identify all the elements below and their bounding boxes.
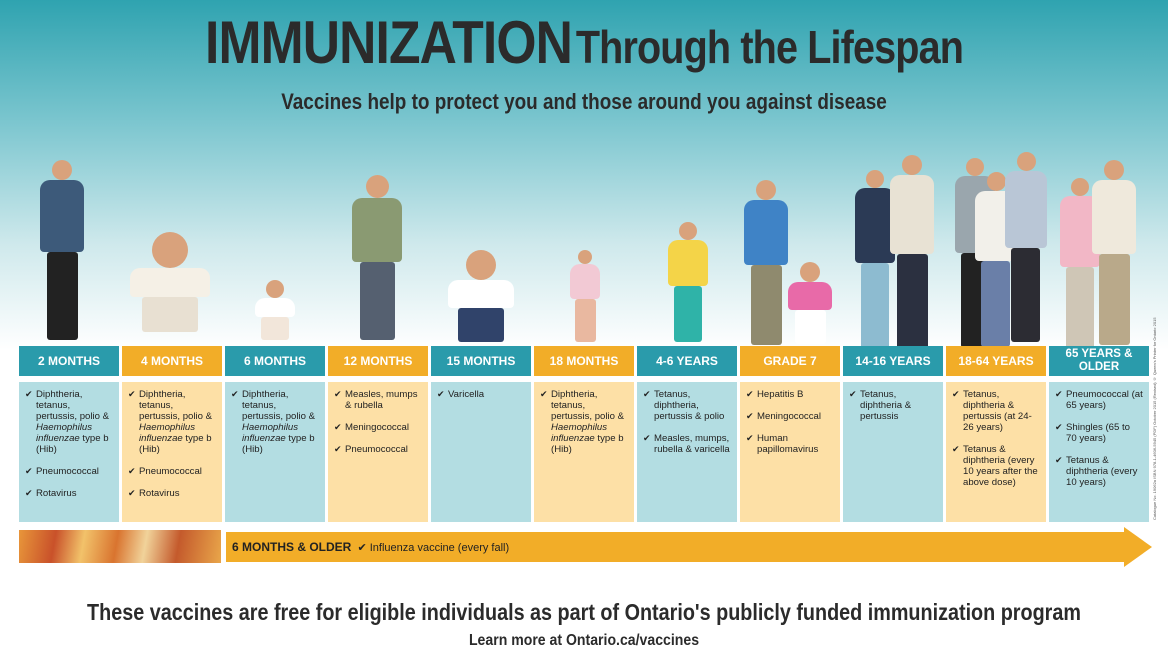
person-head xyxy=(366,175,389,198)
vaccine-name: Tetanus & diphtheria (every 10 years after the above dose) xyxy=(963,444,1038,488)
stage-header: 18-64 YEARS xyxy=(946,346,1046,376)
stage-column xyxy=(534,346,634,522)
check-icon: ✔ xyxy=(643,433,651,443)
check-icon: ✔ xyxy=(354,542,367,554)
check-icon: ✔ xyxy=(540,389,548,399)
person-legs xyxy=(1099,254,1130,345)
person-legs xyxy=(142,297,198,332)
person-head xyxy=(800,262,820,282)
person-head xyxy=(679,222,697,240)
vaccine-list xyxy=(19,382,119,522)
vaccine-item xyxy=(334,444,422,455)
vaccine-list xyxy=(431,382,531,522)
vaccine-name: Pneumococcal xyxy=(139,466,202,477)
person-body xyxy=(570,264,600,299)
check-icon: ✔ xyxy=(1055,389,1063,399)
vaccine-item xyxy=(1055,422,1143,444)
person-body xyxy=(448,280,514,308)
vaccine-name: Pneumococcal xyxy=(345,444,408,455)
check-icon: ✔ xyxy=(334,444,342,454)
vaccine-list xyxy=(843,382,943,522)
check-icon: ✔ xyxy=(437,389,445,399)
vaccine-name: Rotavirus xyxy=(36,488,77,499)
person-head xyxy=(466,250,496,280)
stage-columns xyxy=(19,346,1145,526)
vaccine-item xyxy=(643,389,731,422)
vaccine-list xyxy=(946,382,1046,522)
stage-column xyxy=(225,346,325,522)
vaccine-item xyxy=(334,422,422,433)
stage-header: 15 MONTHS xyxy=(431,346,531,376)
stage-column xyxy=(637,346,737,522)
vaccine-item xyxy=(25,466,113,477)
vaccine-list xyxy=(1049,382,1149,522)
vaccine-list xyxy=(122,382,222,522)
stage-column xyxy=(328,346,428,522)
vaccine-item xyxy=(437,389,525,400)
person-figure xyxy=(744,180,788,345)
check-icon: ✔ xyxy=(128,466,136,476)
vaccine-name: Diphtheria, tetanus, pertussis, polio & Haemophilus influenzae type b (Hib) xyxy=(139,389,213,455)
title-immunization: IMMUNIZATION xyxy=(204,9,573,76)
vaccine-item xyxy=(128,389,216,455)
vaccine-name: Tetanus, diphtheria & pertussis (at 24-26 years) xyxy=(963,389,1032,433)
vaccine-item xyxy=(25,488,113,499)
check-icon: ✔ xyxy=(746,433,754,443)
vaccine-name: Diphtheria, tetanus, pertussis, polio & Haemophilus influenzae type b (Hib) xyxy=(242,389,316,455)
person-figure xyxy=(855,170,895,355)
stage-column xyxy=(740,346,840,522)
vaccine-name: Pneumococcal (at 65 years) xyxy=(1066,389,1143,411)
person-head xyxy=(756,180,776,200)
person-body xyxy=(352,198,402,262)
person-body xyxy=(130,268,210,297)
person-legs xyxy=(575,299,596,342)
person-legs xyxy=(897,254,928,350)
person-figure xyxy=(668,222,708,342)
vaccine-name: Tetanus, diphtheria & pertussis xyxy=(860,389,912,422)
person-head xyxy=(578,250,592,264)
person-figure xyxy=(255,280,295,340)
person-head xyxy=(52,160,72,180)
stage-header: 6 MONTHS xyxy=(225,346,325,376)
influenza-text: Influenza vaccine (every fall) xyxy=(369,542,510,554)
stage-column xyxy=(1049,346,1149,522)
catalog-text: Catalogue No. 19062a ISBN 978-1-4606-5945 (PDF) October 2015 (Revised) © Queen's Printer for Ontario 2015 xyxy=(1152,317,1157,520)
person-body xyxy=(255,298,295,317)
vaccine-item xyxy=(849,389,937,422)
vaccine-name: Diphtheria, tetanus, pertussis, polio & Haemophilus influenzae type b (Hib) xyxy=(36,389,110,455)
check-icon: ✔ xyxy=(231,389,239,399)
check-icon: ✔ xyxy=(128,389,136,399)
arrowhead-icon xyxy=(1124,527,1152,567)
vaccine-list xyxy=(328,382,428,522)
stage-column xyxy=(843,346,943,522)
vaccine-item xyxy=(746,411,834,422)
check-icon: ✔ xyxy=(25,389,33,399)
vaccine-name: Meningococcal xyxy=(345,422,409,433)
person-figure xyxy=(1092,160,1136,345)
person-head xyxy=(1071,178,1089,196)
vaccine-list xyxy=(225,382,325,522)
vaccine-name: Tetanus, diphtheria, pertussis & polio xyxy=(654,389,725,422)
person-body xyxy=(788,282,832,310)
stage-header: 65 YEARS & OLDER xyxy=(1049,346,1149,376)
footer-statement: These vaccines are free for eligible individuals as part of Ontario's publicly funded immunization program xyxy=(87,599,1081,625)
person-head xyxy=(152,232,188,268)
person-legs xyxy=(47,252,78,340)
vaccine-name: Shingles (65 to 70 years) xyxy=(1066,422,1130,444)
person-legs xyxy=(1066,267,1094,353)
person-figure xyxy=(890,155,934,350)
check-icon: ✔ xyxy=(849,389,857,399)
person-figure xyxy=(788,262,832,344)
check-icon: ✔ xyxy=(1055,422,1063,432)
person-body xyxy=(668,240,708,286)
vaccine-name: Rotavirus xyxy=(139,488,180,499)
person-figure xyxy=(1005,152,1047,342)
stage-column xyxy=(19,346,119,522)
stage-header: GRADE 7 xyxy=(740,346,840,376)
vaccine-name: Measles, mumps, rubella & varicella xyxy=(654,433,730,455)
stage-header: 14-16 YEARS xyxy=(843,346,943,376)
vaccine-name: Tetanus & diphtheria (every 10 years) xyxy=(1066,455,1138,488)
person-legs xyxy=(458,308,504,342)
stage-header: 2 MONTHS xyxy=(19,346,119,376)
person-figure xyxy=(130,232,210,332)
stage-header: 4-6 YEARS xyxy=(637,346,737,376)
vaccine-item xyxy=(643,433,731,455)
check-icon: ✔ xyxy=(1055,455,1063,465)
person-head xyxy=(902,155,922,175)
stage-header: 18 MONTHS xyxy=(534,346,634,376)
person-body xyxy=(1005,171,1047,248)
vaccine-name: Diphtheria, tetanus, pertussis, polio & Haemophilus influenzae type b (Hib) xyxy=(551,389,625,455)
vaccine-name: Human papillomavirus xyxy=(757,433,819,455)
person-figure xyxy=(570,250,600,342)
check-icon: ✔ xyxy=(25,466,33,476)
check-icon: ✔ xyxy=(334,422,342,432)
stage-column xyxy=(122,346,222,522)
vaccine-name: Meningococcal xyxy=(757,411,821,422)
page-subtitle: Vaccines help to protect you and those around you against disease xyxy=(281,89,887,114)
vaccine-item xyxy=(952,444,1040,488)
vaccine-item xyxy=(25,389,113,455)
vaccine-name: Measles, mumps & rubella xyxy=(345,389,418,411)
check-icon: ✔ xyxy=(746,389,754,399)
person-head xyxy=(1017,152,1036,171)
vaccine-item xyxy=(334,389,422,411)
person-head xyxy=(1104,160,1124,180)
stage-header: 4 MONTHS xyxy=(122,346,222,376)
autumn-leaves-image xyxy=(19,530,221,563)
influenza-row xyxy=(232,540,509,554)
check-icon: ✔ xyxy=(128,488,136,498)
person-head xyxy=(987,172,1006,191)
influenza-label: 6 MONTHS & OLDER xyxy=(232,540,352,554)
person-body xyxy=(1092,180,1136,254)
vaccine-name: Hepatitis B xyxy=(757,389,804,400)
person-legs xyxy=(261,317,289,340)
vaccine-name: Varicella xyxy=(448,389,485,400)
vaccine-item xyxy=(952,389,1040,433)
vaccine-item xyxy=(231,389,319,455)
footer-link-text: Learn more at Ontario.ca/vaccines xyxy=(468,632,700,649)
person-legs xyxy=(795,310,826,344)
vaccine-item xyxy=(1055,455,1143,488)
vaccine-list xyxy=(740,382,840,522)
stage-header: 12 MONTHS xyxy=(328,346,428,376)
vaccine-name: Pneumococcal xyxy=(36,466,99,477)
vaccine-item xyxy=(1055,389,1143,411)
check-icon: ✔ xyxy=(952,389,960,399)
vaccine-item xyxy=(540,389,628,455)
person-legs xyxy=(674,286,702,342)
vaccine-item xyxy=(128,466,216,477)
person-figure xyxy=(448,250,514,342)
page-title xyxy=(82,8,1086,77)
vaccine-item xyxy=(746,389,834,400)
person-body xyxy=(40,180,84,252)
check-icon: ✔ xyxy=(746,411,754,421)
stage-column xyxy=(946,346,1046,522)
person-body xyxy=(890,175,934,254)
stage-column xyxy=(431,346,531,522)
title-through-lifespan: Through the Lifespan xyxy=(575,21,964,73)
person-head xyxy=(266,280,284,298)
check-icon: ✔ xyxy=(25,488,33,498)
person-legs xyxy=(751,265,782,345)
check-icon: ✔ xyxy=(952,444,960,454)
person-legs xyxy=(1011,248,1040,342)
person-head xyxy=(866,170,884,188)
check-icon: ✔ xyxy=(334,389,342,399)
person-body xyxy=(744,200,788,265)
vaccine-list xyxy=(534,382,634,522)
vaccine-item xyxy=(128,488,216,499)
person-legs xyxy=(360,262,395,340)
vaccine-item xyxy=(746,433,834,455)
check-icon: ✔ xyxy=(643,389,651,399)
vaccine-list xyxy=(637,382,737,522)
person-figure xyxy=(40,160,84,340)
person-figure xyxy=(352,175,402,340)
person-body xyxy=(855,188,895,263)
person-legs xyxy=(861,263,889,355)
